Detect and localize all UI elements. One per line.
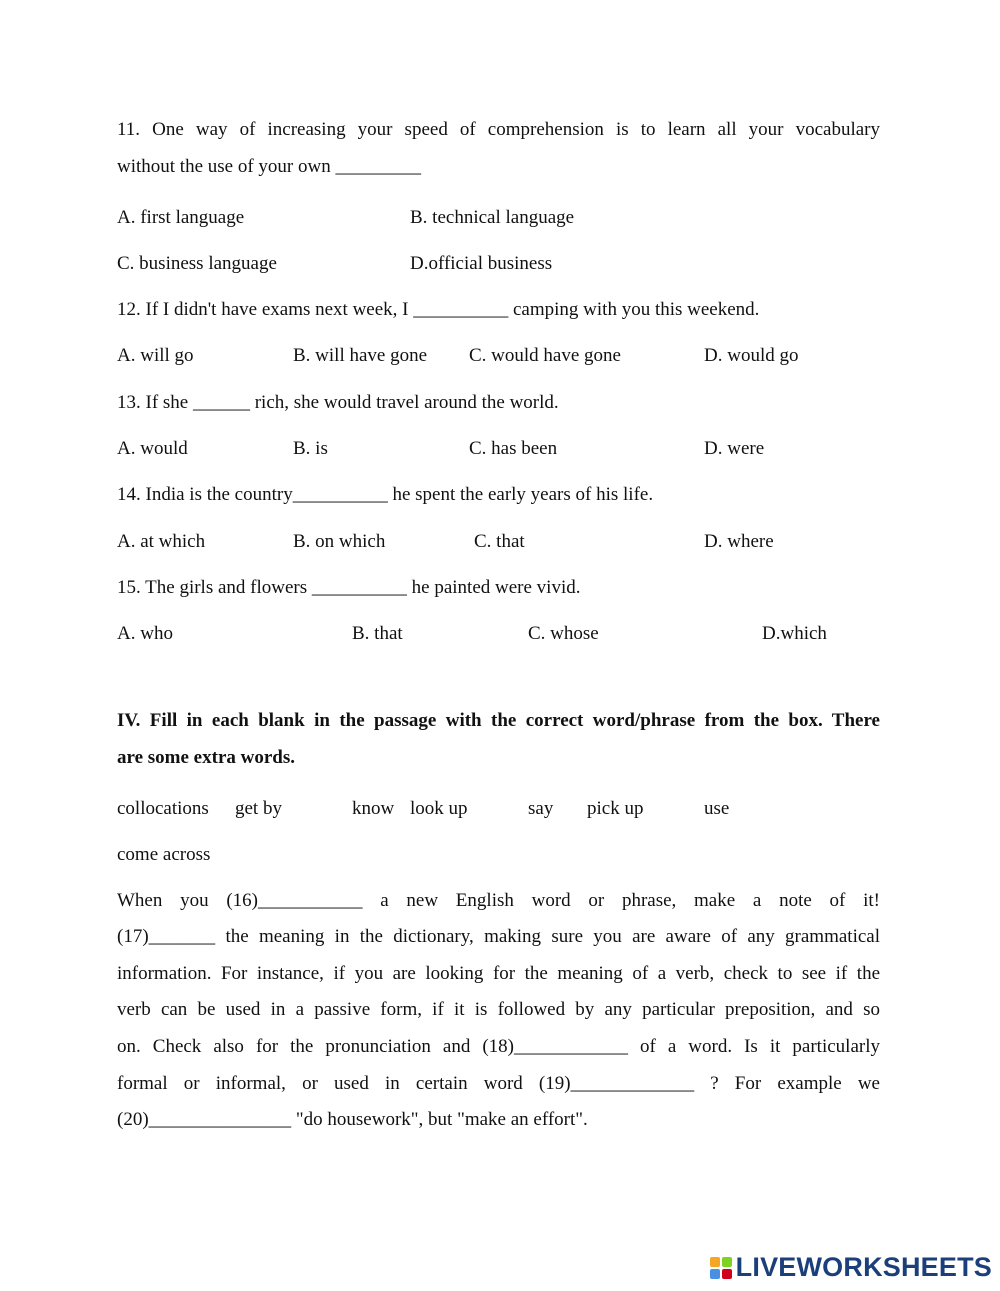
- options-row: [117, 333, 880, 379]
- word-option[interactable]: know: [352, 797, 395, 819]
- question-11: [117, 112, 880, 287]
- question-text: [117, 472, 880, 518]
- option-d[interactable]: D.which: [762, 623, 827, 645]
- section-heading: are some extra words.: [117, 746, 295, 768]
- word-option[interactable]: say: [528, 797, 554, 819]
- word-option[interactable]: look up: [410, 797, 468, 819]
- logo-square: [722, 1269, 732, 1279]
- option-d[interactable]: D. where: [704, 530, 774, 552]
- passage-line: (20)_______________ "do housework", but "make an effort".: [117, 1109, 588, 1131]
- question-text: without the use of your own _________: [117, 155, 421, 177]
- section-iv: [117, 703, 880, 1138]
- passage-line: information. For instance, if you are looking for the meaning of a verb, check to see if the: [117, 962, 880, 984]
- options-row: [117, 195, 880, 241]
- logo-square: [710, 1269, 720, 1279]
- option-b[interactable]: B. on which: [293, 530, 386, 552]
- option-b[interactable]: B. is: [293, 437, 328, 459]
- question-stem: 12. If I didn't have exams next week, I __________ camping with you this weekend.: [117, 299, 760, 321]
- passage-line: (17)_______ the meaning in the dictionary, making sure you are aware of any grammatical: [117, 926, 880, 948]
- logo-square: [710, 1257, 720, 1267]
- question-13: [117, 380, 880, 473]
- option-a[interactable]: A. would: [117, 437, 188, 459]
- liveworksheets-logo: [710, 1252, 992, 1283]
- option-c[interactable]: C. has been: [469, 437, 558, 459]
- logo-icon: [710, 1257, 732, 1279]
- question-stem: 13. If she ______ rich, she would travel around the world.: [117, 391, 559, 413]
- option-d[interactable]: D.official business: [410, 252, 553, 274]
- passage-line: on. Check also for the pronunciation and (18)____________ of a word. Is it particularly: [117, 1035, 880, 1057]
- option-b[interactable]: B. technical language: [410, 206, 575, 228]
- option-a[interactable]: A. who: [117, 623, 173, 645]
- word-option[interactable]: come across: [117, 844, 211, 866]
- question-text: [117, 287, 880, 333]
- option-c[interactable]: C. that: [474, 530, 525, 552]
- options-row: [117, 611, 880, 657]
- word-box: [117, 786, 880, 832]
- question-15: [117, 565, 880, 658]
- worksheet-page: [117, 112, 880, 1139]
- question-text: [117, 565, 880, 611]
- options-row: [117, 426, 880, 472]
- word-box: [117, 832, 880, 878]
- section-heading: IV. Fill in each blank in the passage with the correct word/phrase from the box. There: [117, 710, 880, 732]
- passage-line: When you (16)___________ a new English word or phrase, make a note of it!: [117, 889, 880, 911]
- option-a[interactable]: A. first language: [117, 206, 245, 228]
- word-option[interactable]: pick up: [587, 797, 644, 819]
- question-text: 11. One way of increasing your speed of comprehension is to learn all your vocabulary: [117, 119, 880, 140]
- logo-text: LIVEWORKSHEETS: [735, 1252, 992, 1282]
- word-option[interactable]: get by: [235, 797, 282, 819]
- word-option[interactable]: use: [704, 797, 730, 819]
- logo-square: [722, 1257, 732, 1267]
- option-a[interactable]: A. will go: [117, 345, 194, 367]
- question-stem: 15. The girls and flowers __________ he painted were vivid.: [117, 576, 581, 598]
- question-14: [117, 472, 880, 565]
- option-b[interactable]: B. will have gone: [293, 345, 428, 367]
- option-c[interactable]: C. would have gone: [469, 345, 621, 367]
- question-text: [117, 380, 880, 426]
- option-d[interactable]: D. would go: [704, 345, 799, 367]
- question-12: [117, 287, 880, 380]
- option-b[interactable]: B. that: [352, 623, 403, 645]
- option-a[interactable]: A. at which: [117, 530, 206, 552]
- options-row: [117, 519, 880, 565]
- passage: [117, 883, 880, 1139]
- question-stem: 14. India is the country__________ he spent the early years of his life.: [117, 484, 654, 506]
- passage-line: verb can be used in a passive form, if it is followed by any particular preposition, and so: [117, 999, 880, 1021]
- option-c[interactable]: C. whose: [528, 623, 599, 645]
- passage-line: formal or informal, or used in certain word (19)_____________ ? For example we: [117, 1072, 880, 1094]
- option-c[interactable]: C. business language: [117, 252, 277, 274]
- options-row: [117, 241, 880, 287]
- option-d[interactable]: D. were: [704, 437, 765, 459]
- word-option[interactable]: collocations: [117, 797, 209, 819]
